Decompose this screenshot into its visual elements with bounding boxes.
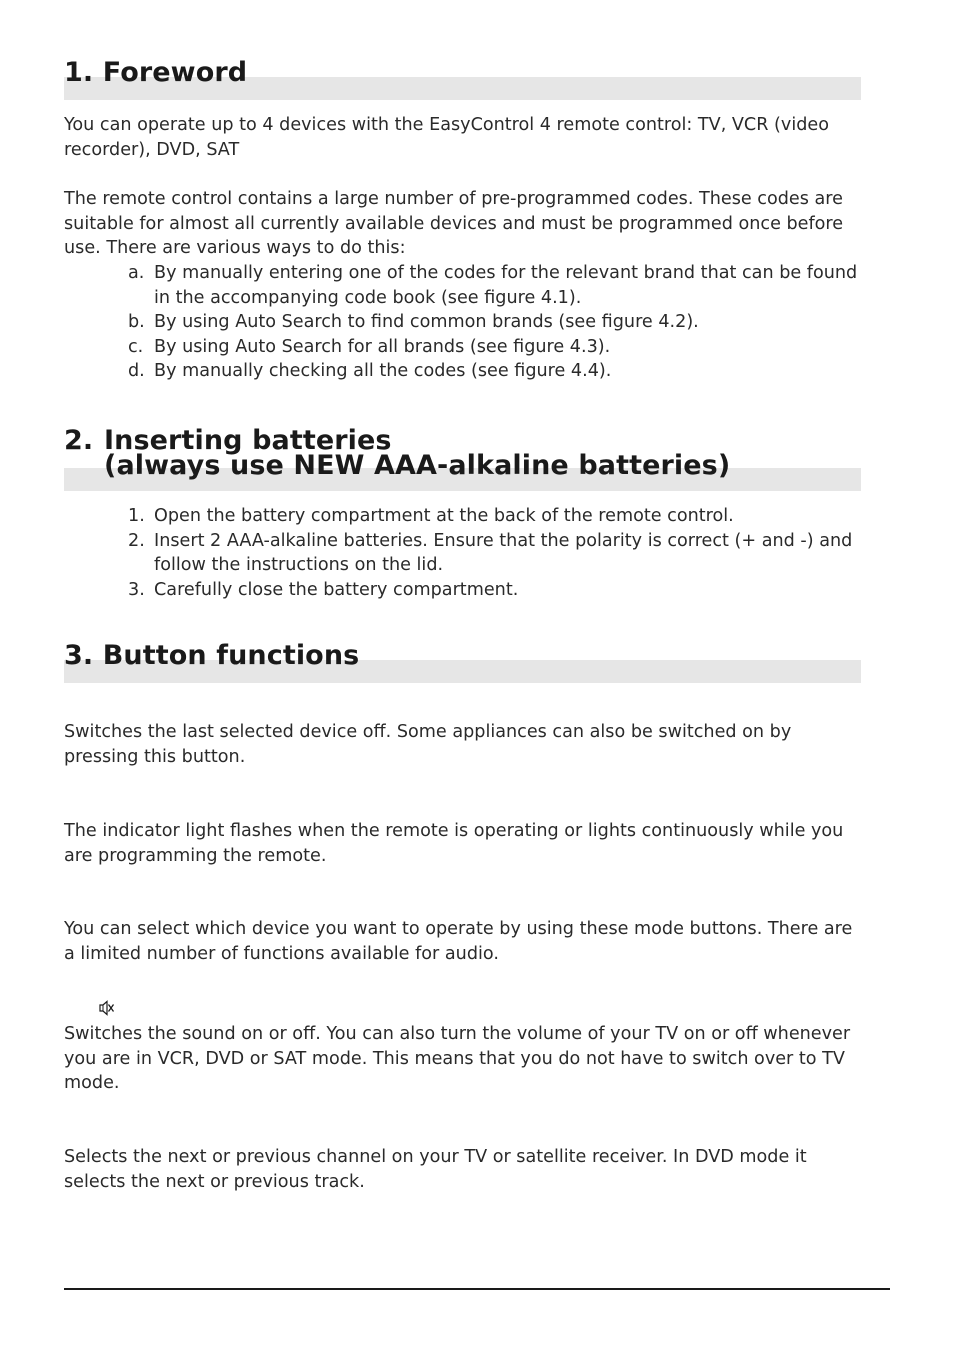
list-item: 1. Open the battery compartment at the back of the remote control.	[128, 506, 734, 526]
channel-buttons-description: Selects the next or previous channel on your TV or satellite receiver. In DVD mode it selects the next or previous track.	[64, 1147, 807, 1192]
indicator-light-description: The indicator light flashes when the remote is operating or lights continuously while you are programming the remote.	[64, 821, 844, 866]
battery-steps-list	[128, 504, 858, 602]
mute-button-description: Switches the sound on or off. You can also turn the volume of your TV on or off whenever you are in VCR, DVD or SAT mode. This means that you do not have to switch over to TV mode.	[64, 1024, 851, 1094]
section-title: 2. Inserting batteries (always use NEW AAA-alkaline batteries)	[64, 425, 731, 481]
section-title: 1. Foreword	[64, 57, 248, 88]
foreword-paragraph-2: The remote control contains a large number of pre-programmed codes. These codes are suitable for almost all currently available devices and must be programmed once before use. There are various ways to do this:	[64, 189, 844, 259]
section-title: 3. Button functions	[64, 640, 360, 671]
list-item: d. By manually checking all the codes (see figure 4.4).	[128, 361, 612, 382]
section-heading-batteries	[64, 425, 861, 491]
list-item: b. By using Auto Search to find common brands (see figure 4.2).	[128, 312, 699, 333]
section-heading-foreword	[64, 57, 861, 100]
list-item: a. By manually entering one of the codes for the relevant brand that can be found in the accompanying code book (see figure 4.1).	[128, 263, 858, 308]
list-item: 3. Carefully close the battery compartment.	[128, 579, 519, 600]
power-button-description: Switches the last selected device off. Some appliances can also be switched on by pressing this button.	[64, 722, 792, 767]
programming-methods-list	[128, 261, 858, 384]
mode-buttons-description: You can select which device you want to operate by using these mode buttons. There are a limited number of functions available for audio.	[64, 919, 853, 964]
list-item: 2. Insert 2 AAA-alkaline batteries. Ensure that the polarity is correct (+ and -) and follow the instructions on the lid.	[128, 530, 853, 576]
mute-icon	[98, 999, 116, 1017]
list-item: c. By using Auto Search for all brands (see figure 4.3).	[128, 336, 611, 357]
footer-rule	[64, 1288, 890, 1290]
foreword-paragraph-1: You can operate up to 4 devices with the EasyControl 4 remote control: TV, VCR (video recorder), DVD, SAT	[64, 115, 829, 160]
section-heading-button-functions	[64, 640, 861, 683]
